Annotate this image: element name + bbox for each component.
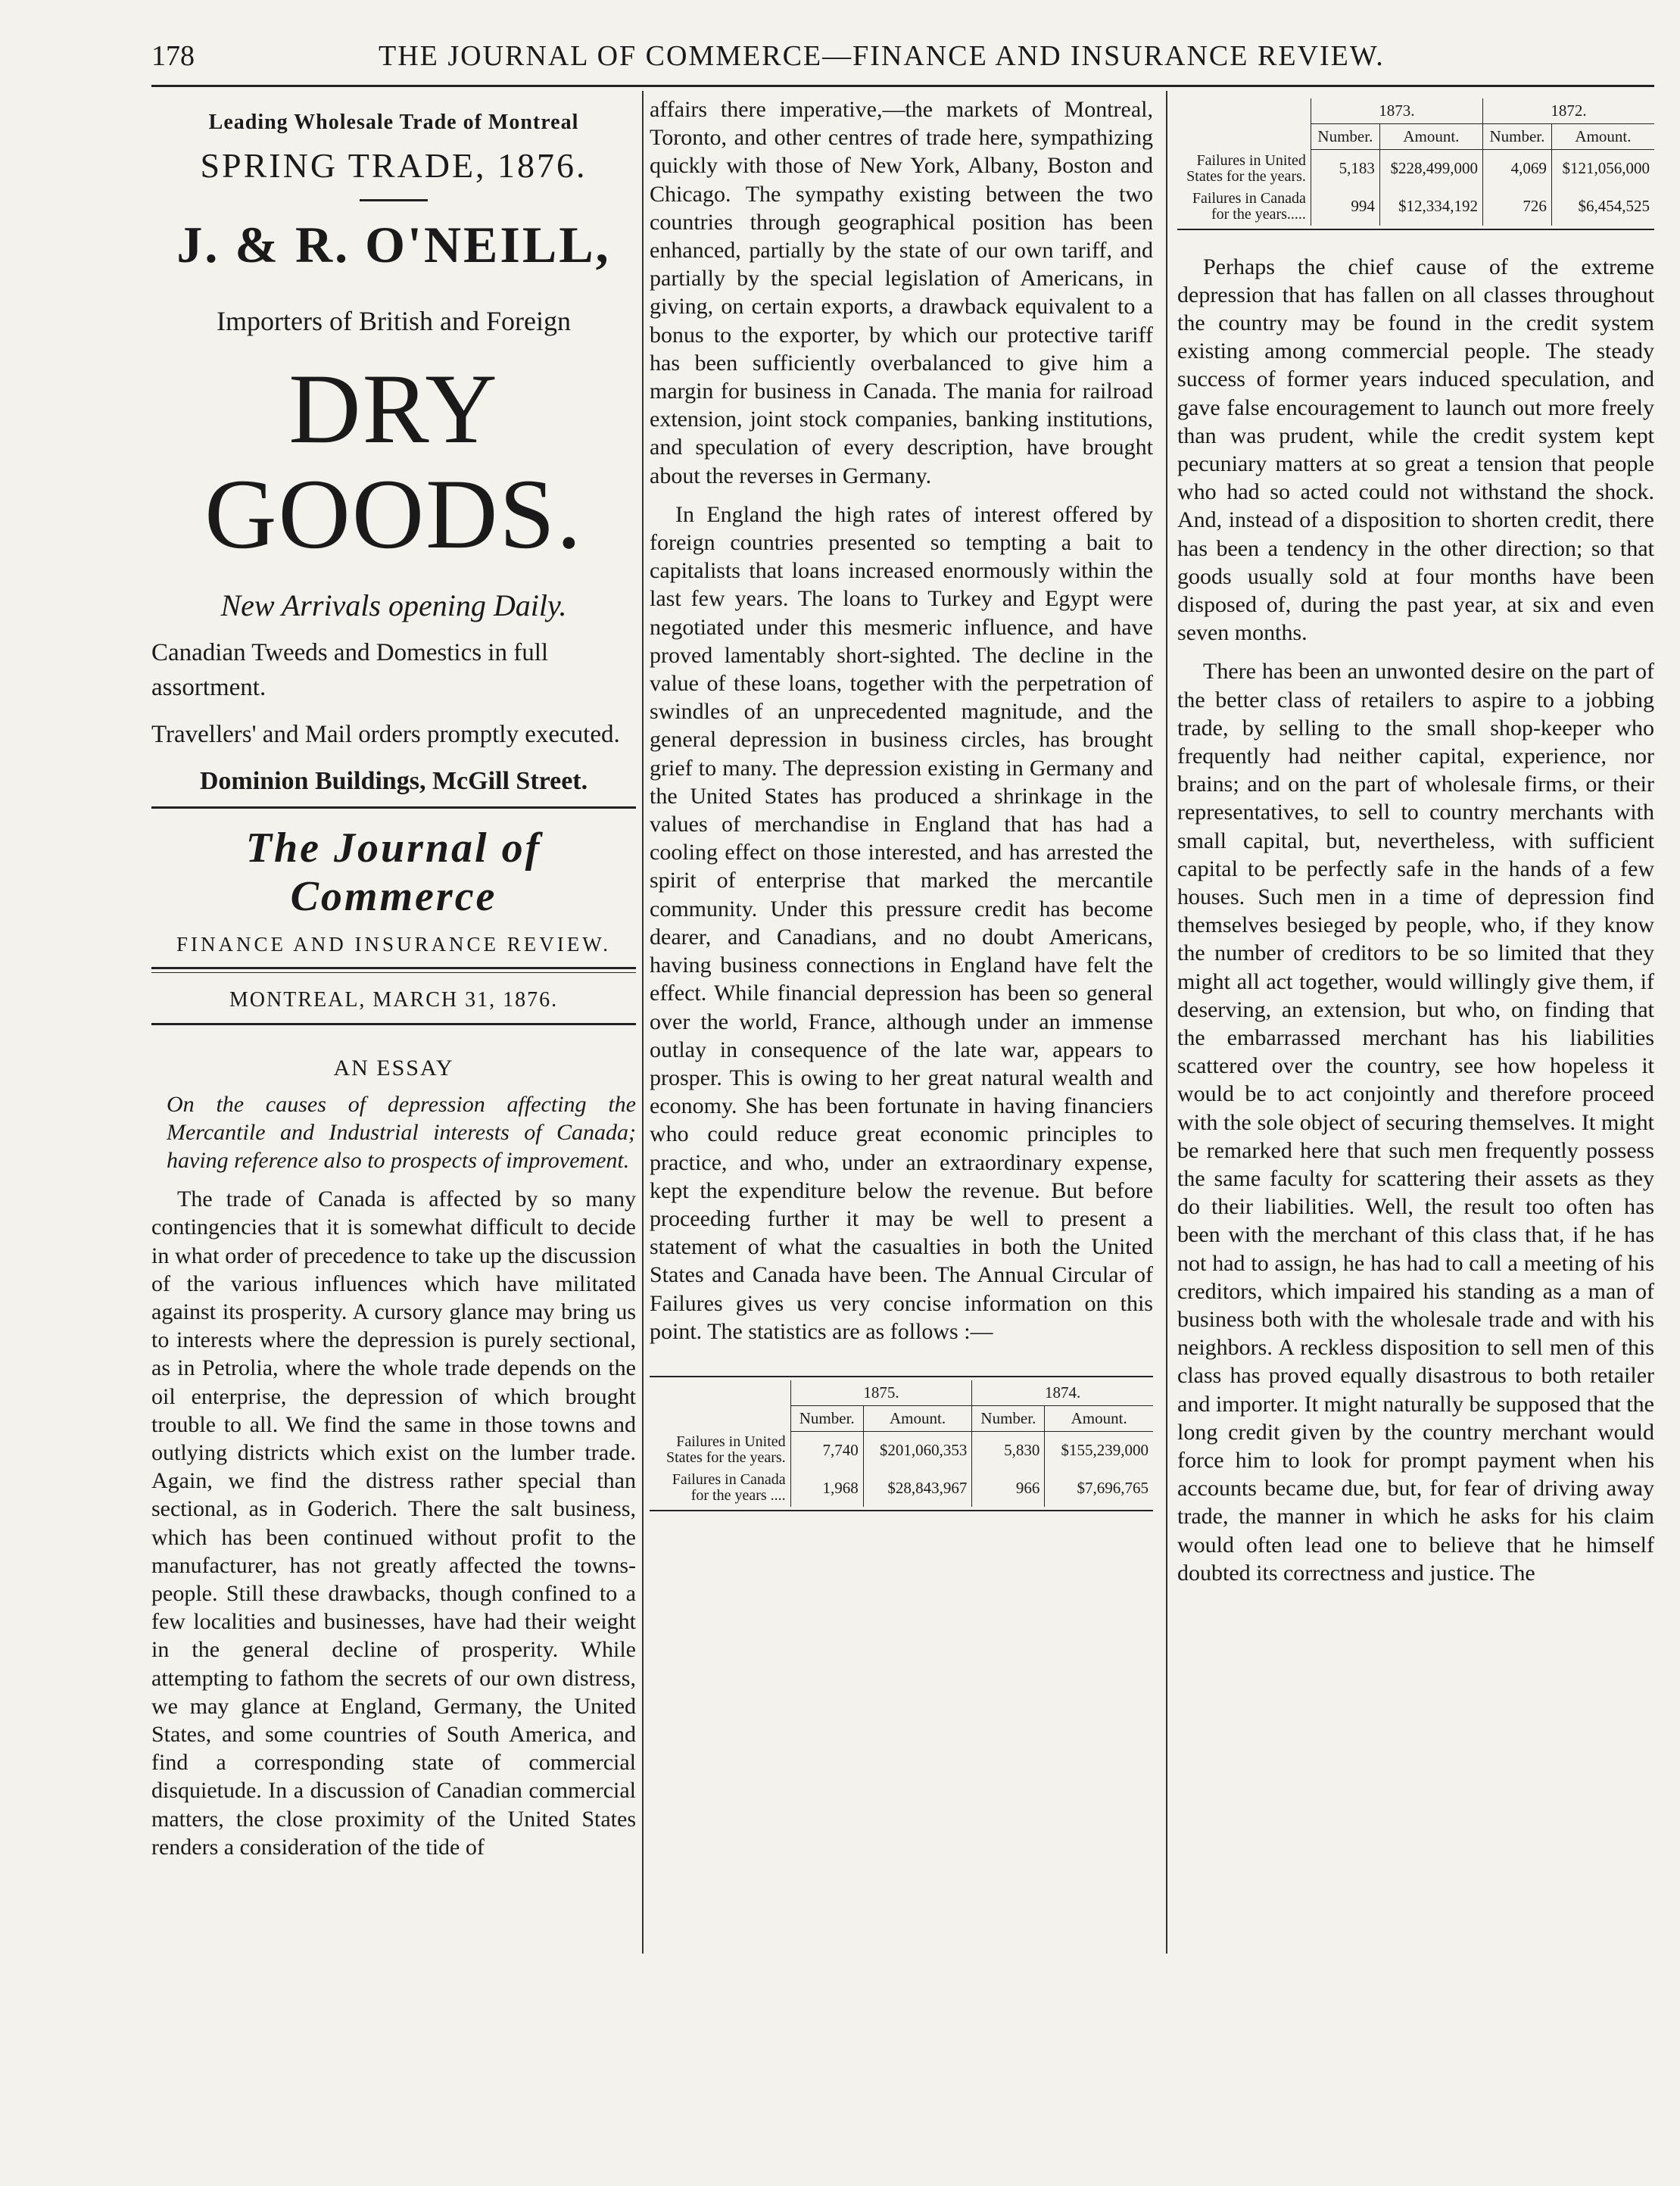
column-divider-2 xyxy=(1166,91,1167,1954)
table-column-header: Amount. xyxy=(1379,124,1482,150)
ad-divider xyxy=(360,199,428,201)
masthead-subtitle: FINANCE AND INSURANCE REVIEW. xyxy=(176,933,611,956)
essay-paragraph-1: The trade of Canada is affected by so many contingencies that it is somewhat difficult to decide in what order of precedence to take up the discussion of the various influences which have militated against its prosperity. A cursory glance may bring us to interests where the depression is purely sectional, as in Petrolia, where the whole trade depends on the oil enterprise, the depression of which brought trouble to all. We find the same in those towns and outlying districts which exist on the lumber trade. Again, we find the distress rather special than sectional, as in Goderich. There the salt business, which has been continued without profit to the manufacturer, has not greatly affected the towns-people. Still these drawbacks, though confined to a few localities and businesses, have had their weight in the general decline of prosperity. While attempting to fathom the secrets of our own distress, we may glance at England, Germany, the United States, and some countries of South America, and find a corresponding state of commercial disquietude. In a discussion of Canadian commercial matters, the close proximity of the United States renders a consideration of the tide of xyxy=(151,1187,636,1860)
table-year-header: 1874. xyxy=(972,1380,1153,1406)
table-year-header: 1875. xyxy=(790,1380,972,1406)
column-2 xyxy=(650,95,1153,1511)
table-row-label: Failures in United States for the years. xyxy=(1186,151,1306,185)
table-cell: $12,334,192 xyxy=(1379,188,1482,226)
essay-title: AN ESSAY xyxy=(333,1056,454,1081)
table-row xyxy=(650,1431,1153,1469)
table-column-header: Amount. xyxy=(1045,1405,1153,1431)
table-year-header: 1873. xyxy=(1311,98,1482,124)
ad-firm-name: J. & R. O'NEILL, xyxy=(176,216,611,273)
table-row-label: Failures in United States for the years. xyxy=(665,1433,786,1467)
table-cell: $28,843,967 xyxy=(863,1469,972,1507)
table-cell: 5,830 xyxy=(972,1431,1045,1469)
essay-paragraph-5: There has been an unwonted desire on the part of the better class of retailers to aspire to a jobbing trade, by selling to the small shop-keeper who frequently had neither capital, experience, nor brains; and on the part of wholesale firms, or their representatives, to sell to country merchants with small capital, but, nevertheless, with sufficient capital to be perfectly safe in the hands of a few houses. Such men in a time of depression find themselves besieged by people, who, if they know the number of creditors to be so limited that they might all act together, would willingly give them, if deserving, an extension, but who, on finding that the embarrassed merchant has his liabilities scattered over the country, see how hopeless it would be to act conjointly and therefore proceed with the sole object of securing themselves. It might be remarked here that such men frequently possess the same faculty for scattering their assets as they do their liabilities. Well, the result too often has been with the merchant of this class that, if he has not had to assign, he has had to call a meeting of his creditors, which impaired his standing as a man of business both with the wholesale trade and with his neighbors. A reckless disposition to sell men of this class has proved equally disastrous to both retailer and importer. It might naturally be supposed that the long credit given by the country merchant would force him to look for prompt payment when his accounts became due, but, for fear of driving away trade, the manner in which he asks for his claim would often lead one to believe that he himself doubted its correctness and justice. The xyxy=(1177,659,1654,1586)
column-divider-1 xyxy=(642,91,644,1954)
essay-subtitle: On the causes of depression affecting the Mercantile and Industrial interests of Canada; having reference also to prospects of improvement. xyxy=(167,1092,636,1174)
table-column-header: Amount. xyxy=(863,1405,972,1431)
failures-table-1873 xyxy=(1177,95,1654,230)
ad-line-tweeds: Canadian Tweeds and Domestics in full assortment. xyxy=(151,639,549,702)
advertisement xyxy=(151,111,636,796)
table-cell: 966 xyxy=(972,1469,1045,1507)
table-row xyxy=(1177,188,1654,226)
table-cell: $121,056,000 xyxy=(1551,150,1654,188)
failures-table-1875 xyxy=(650,1376,1153,1512)
table-cell: $7,696,765 xyxy=(1045,1469,1153,1507)
essay-paragraph-4: Perhaps the chief cause of the extreme depression that has fallen on all classes throughout the country may be found in the credit system existing among commercial people. The steady success of former years induced speculation, and gave false encouragement to launch out more freely than was prudent, while the credit system kept pecuniary matters at so great a tension that people who had so acted could not withstand the shock. And, instead of a disposition to shorten credit, there has been a tendency in the other direction; so that goods usually sold at four months have been disposed of, during the past year, at six and even seven months. xyxy=(1177,254,1654,646)
masthead-title: The Journal of Commerce xyxy=(245,825,542,921)
dateline-rule xyxy=(151,1023,636,1025)
table-cell: 7,740 xyxy=(790,1431,863,1469)
table-cell: 1,968 xyxy=(790,1469,863,1507)
table-row-label: Failures in Canada for the years..... xyxy=(1192,189,1306,223)
table-column-header: Number. xyxy=(1311,124,1379,150)
essay-paragraph-2: affairs there imperative,—the markets of Montreal, Toronto, and other centres of trade here, sympathizing quickly with those of New York, Albany, Boston and Chicago. The sympathy existing between the two countries through geographical position has been enhanced, partially by the state of our own tariff, and partially by the special legislation of Americans, in giving, on certain exports, a drawback equivalent to a bonus to the exporter, by which our protective tariff has been sufficiently overbalanced to give him a margin for business in Canada. The mania for railroad extension, joint stock companies, banking institutions, and speculation of every description, have brought about the reverses in Germany. xyxy=(650,97,1153,488)
ad-bottom-rule xyxy=(151,806,636,809)
table-column-header: Number. xyxy=(972,1405,1045,1431)
table-row xyxy=(1177,150,1654,188)
table-cell: $155,239,000 xyxy=(1045,1431,1153,1469)
table-cell: 5,183 xyxy=(1311,150,1379,188)
ad-headline: DRY GOODS. xyxy=(204,353,583,569)
ad-importers: Importers of British and Foreign xyxy=(217,306,571,336)
column-1 xyxy=(151,95,636,1861)
table-cell: 994 xyxy=(1311,188,1379,226)
masthead xyxy=(151,824,636,1025)
table-cell: $6,454,525 xyxy=(1551,188,1654,226)
table-row xyxy=(650,1469,1153,1507)
table-cell: $228,499,000 xyxy=(1379,150,1482,188)
page-header xyxy=(151,36,1643,82)
header-rule xyxy=(151,85,1654,87)
table-column-header: Amount. xyxy=(1551,124,1654,150)
table-cell: 4,069 xyxy=(1482,150,1551,188)
table-row-label: Failures in Canada for the years .... xyxy=(672,1471,786,1505)
ad-address: Dominion Buildings, McGill Street. xyxy=(199,767,588,796)
ad-season: SPRING TRADE, 1876. xyxy=(200,146,588,185)
table-cell: 726 xyxy=(1482,188,1551,226)
masthead-rule xyxy=(151,967,636,973)
table-column-header: Number. xyxy=(1482,124,1551,150)
ad-arrivals: New Arrivals opening Daily. xyxy=(220,588,567,623)
dateline: MONTREAL, MARCH 31, 1876. xyxy=(229,988,559,1012)
table-year-header: 1872. xyxy=(1482,98,1654,124)
essay-paragraph-3: In England the high rates of interest offered by foreign countries presented so tempting a bait to capitalists that loans increased enormously within the last few years. The loans to Turkey and Egypt were negotiated under this mesmeric influence, and have proved lamentably short-sighted. The decline in the value of these loans, together with the perpetration of swindles of an unprecedented magnitude, and the general depression in business circles, has brought grief to many. The depression existing in Germany and the United States has produced a shrinkage in the values of merchandise in England that has had a cooling effect on those interested, and has arrested the spirit of enterprise that marked the mercantile community. Under this pressure credit has become dearer, and Canadians, and no doubt Americans, having business connections in England have felt the effect. While financial depression has been so general over the world, France, although under an immense outlay in consequence of the late war, appears to prosper. This is owing to her great natural wealth and economy. She has been fortunate in having financiers who could reduce great economic principles to practice, and who, under an extraordinary expense, kept the expenditure below the revenue. But before proceeding further it may be well to present a statement of what the casualties in both the United States and Canada have been. The Annual Circular of Failures gives us very concise information on this point. The statistics are as follows :— xyxy=(650,501,1153,1344)
ad-line-orders: Travellers' and Mail orders promptly executed. xyxy=(151,721,620,749)
running-title: THE JOURNAL OF COMMERCE—FINANCE AND INSURANCE REVIEW. xyxy=(379,40,1385,72)
table-cell: $201,060,353 xyxy=(863,1431,972,1469)
page-number: 178 xyxy=(151,40,195,72)
column-3 xyxy=(1177,95,1654,1587)
ad-kicker: Leading Wholesale Trade of Montreal xyxy=(208,111,579,134)
table-column-header: Number. xyxy=(790,1405,863,1431)
